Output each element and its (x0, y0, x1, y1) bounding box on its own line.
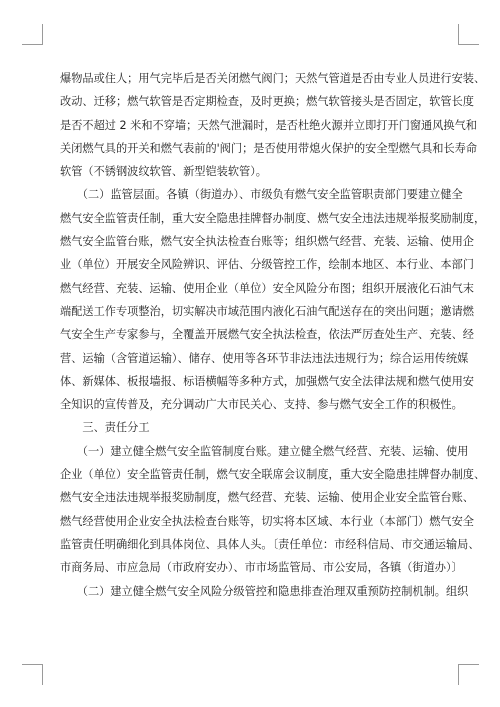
section-heading: 三、责任分工 (60, 421, 150, 435)
paragraph-dual-prevention (60, 580, 469, 603)
text-line: 监管责任明确细化到具体岗位、具体人头。〔责任单位：市经科信局、市交通运输局、 (60, 537, 480, 551)
paragraph-supervision-level (60, 183, 486, 416)
text-line: 改动、迁移；燃气软管是否定期检查，及时更换；燃气软管接头是否固定，软管长度 (60, 95, 474, 109)
text-line: 爆物品或住人；用气完毕后是否关闭燃气阀门；天然气管道是否由专业人员进行安装、 (60, 72, 486, 85)
document-body (60, 67, 486, 603)
text-line: 关闭燃气具的开关和燃气表前的'阀门；是否使用带熄火保护的安全型燃气具和长寿命 (60, 141, 478, 155)
text-line: 是否不超过 2 米和不穿墙；天然气泄漏时，是否杜绝火源并立即打开门窗通风换气和 (60, 118, 477, 132)
text-line: （二）监管层面。各镇（街道办）、市级负有燃气安全监管职责部门要建立健全 (60, 188, 463, 202)
text-line: 燃气安全监管台账，燃气安全执法检查台账等；组织燃气经营、充装、运输、使用企 (60, 235, 474, 249)
text-line: 市商务局、市应急局（市政府安办）、市市场监管局、市公安局，各镇（街道办）〕 (60, 561, 463, 575)
text-line: 燃气经营、充装、运输、使用企业（单位）安全风险分布图；组织开展液化石油气末 (60, 281, 474, 295)
text-line: 企业（单位）安全监管责任制，燃气安全联席会议制度，重大安全隐患挂牌督办制度、 (60, 468, 486, 482)
crop-mark-top-left (22, 24, 43, 45)
text-line: （二）建立健全燃气安全风险分级管控和隐患排查治理双重预防控制机制。组织 (60, 584, 469, 598)
text-line: 燃气安全监管责任制，重大安全隐患挂牌督办制度、燃气安全违法违规举报奖励制度， (60, 211, 486, 225)
text-line: 气安全生产专家参与，全覆盖开展燃气安全执法检查，依法严厉查处生产、充装、经 (60, 328, 474, 342)
crop-mark-top-right (458, 24, 479, 45)
text-line: 端配送工作专项整治，切实解决市域范围内液化石油气配送存在的突出问题；邀请燃 (60, 304, 474, 318)
text-line: 业（单位）开展安全风险辨识、评估、分级管控工作，绘制本地区、本行业、本部门 (60, 258, 474, 272)
crop-mark-bottom-right (458, 664, 479, 685)
text-line: （一）建立健全燃气安全监管制度台账。建立健全燃气经营、充装、运输、使用 (60, 444, 469, 458)
text-line: 营、运输（含管道运输）、储存、使用等各环节非法违法违规行为；综合运用传统媒 (60, 351, 469, 365)
text-line: 软管（不锈钢波纹软管、新型铠装软管）。 (60, 165, 267, 179)
text-line: 全知识的宣传普及，充分调动广大市民关心、支持、参与燃气安全工作的积极性。 (60, 398, 463, 412)
text-line: 燃气经营使用企业安全执法检查台账等，切实将本区域、本行业（本部门）燃气安全 (60, 514, 474, 528)
paragraph-ledger-system (60, 440, 486, 580)
text-line: 体、新媒体、板报墙报、标语横幅等多种方式，加强燃气安全法律法规和燃气使用安 (60, 374, 474, 388)
text-line: 燃气安全违法违规举报奖励制度，燃气经营、充装、运输、使用企业安全监管台账、 (60, 491, 474, 505)
paragraph-continuation (60, 67, 486, 183)
crop-mark-bottom-left (22, 664, 43, 685)
section-heading-responsibilities (60, 416, 444, 439)
